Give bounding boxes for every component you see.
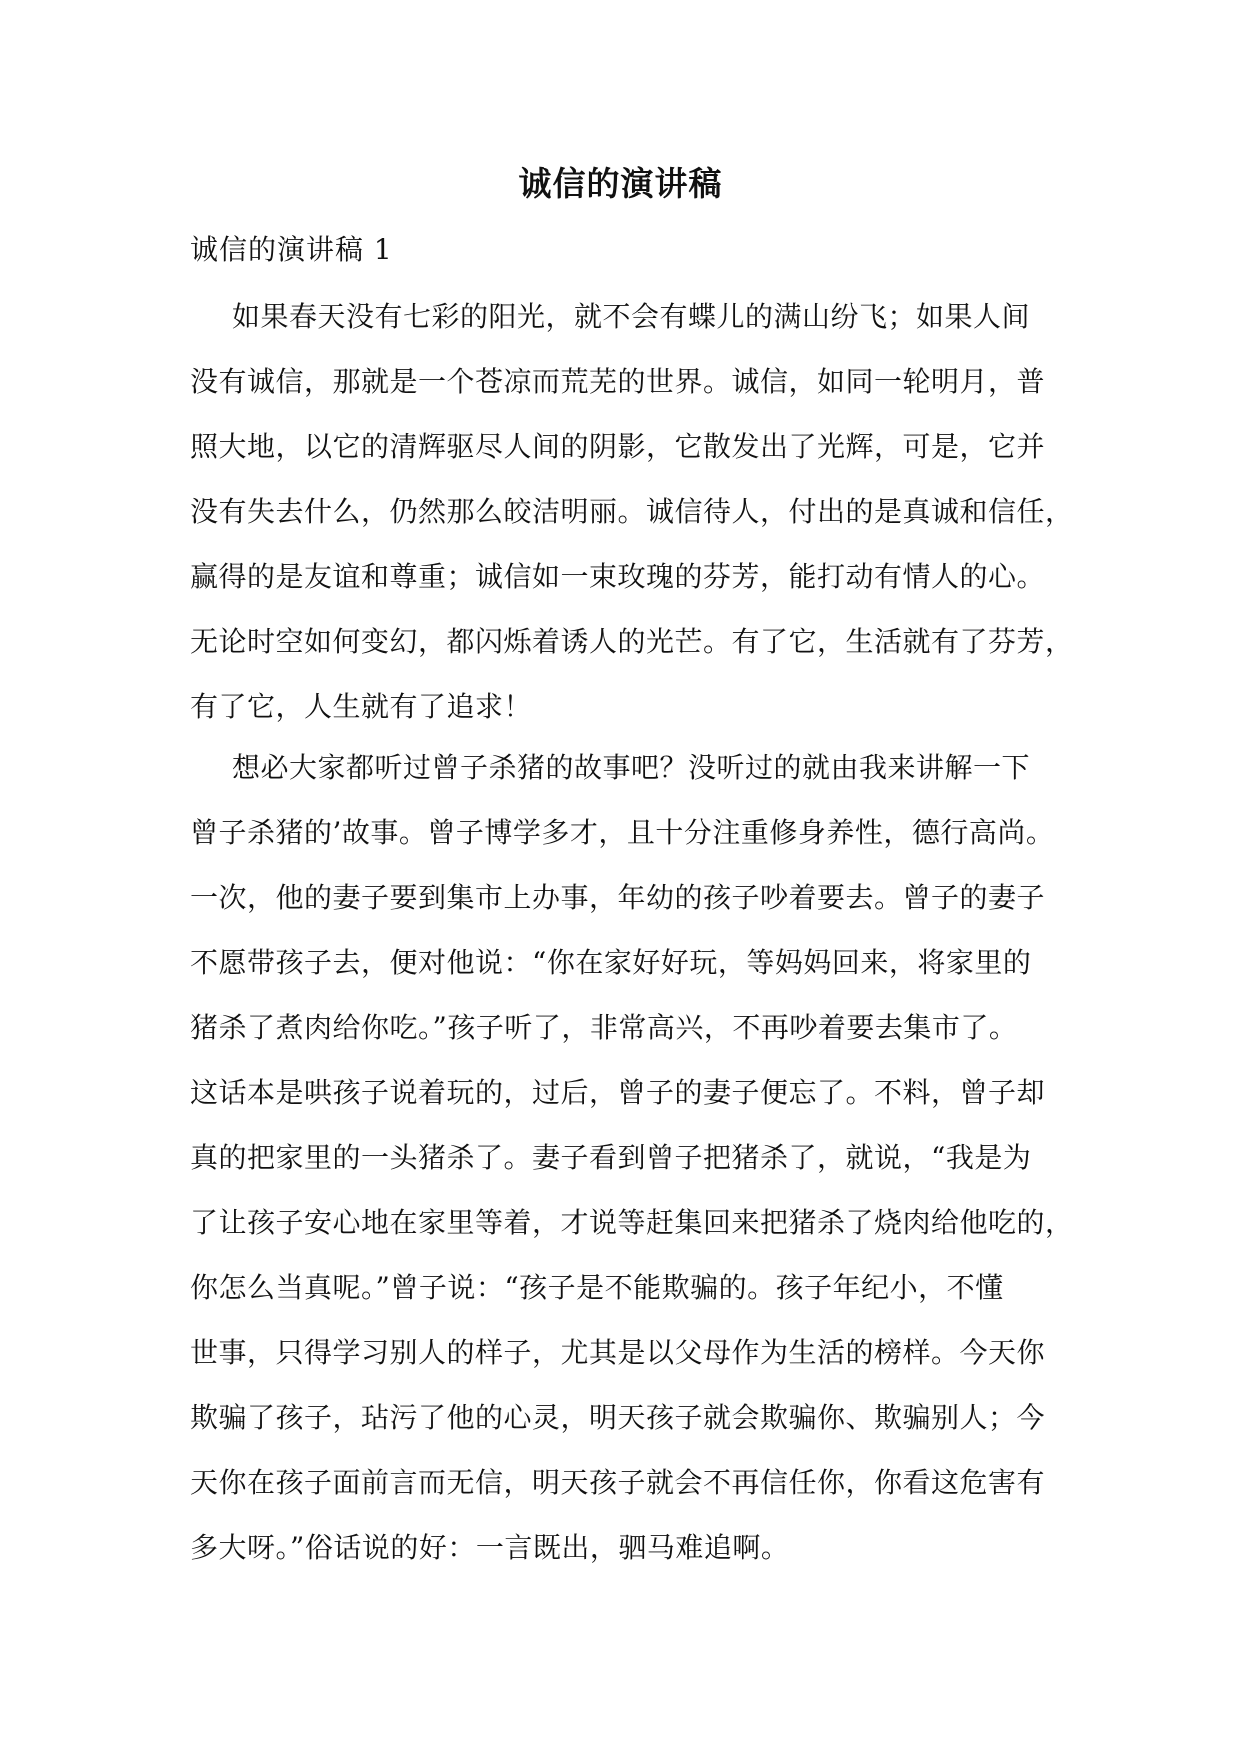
text-line: 不愿带孩子去，便对他说：“你在家好好玩，等妈妈回来，将家里的 (190, 946, 1032, 979)
text-line: 没有诚信，那就是一个苍凉而荒芜的世界。诚信，如同一轮明月，普 (190, 365, 1046, 398)
document-title: 诚信的演讲稿 (518, 164, 723, 203)
text-line: 如果春天没有七彩的阳光，就不会有蝶儿的满山纷飞；如果人间 (232, 300, 1031, 333)
paragraph-2 (190, 735, 1074, 1580)
text-line: 真的把家里的一头猪杀了。妻子看到曾子把猪杀了，就说，“我是为 (190, 1141, 1032, 1174)
text-line: 猪杀了煮肉给你吃。”孩子听了，非常高兴，不再吵着要去集市了。 (190, 1011, 1018, 1044)
text-line: 曾子杀猪的’故事。曾子博学多才，且十分注重修身养性，德行高尚。 (190, 816, 1055, 849)
text-line: 一次，他的妻子要到集市上办事，年幼的孩子吵着要去。曾子的妻子 (190, 881, 1046, 914)
text-line: 世事，只得学习别人的样子，尤其是以父母作为生活的榜样。今天你 (190, 1336, 1046, 1369)
text-line: 这话本是哄孩子说着玩的，过后，曾子的妻子便忘了。不料，曾子却 (190, 1076, 1046, 1109)
text-line: 赢得的是友谊和尊重；诚信如一束玫瑰的芬芳，能打动有情人的心。 (190, 560, 1046, 593)
text-line: 照大地，以它的清辉驱尽人间的阴影，它散发出了光辉，可是，它并 (190, 430, 1046, 463)
text-line: 无论时空如何变幻，都闪烁着诱人的光芒。有了它，生活就有了芬芳， (190, 625, 1074, 658)
section-heading: 诚信的演讲稿 1 (190, 233, 393, 266)
text-line: 了让孩子安心地在家里等着，才说等赶集回来把猪杀了烧肉给他吃的， (190, 1206, 1074, 1239)
text-line: 多大呀。”俗话说的好：一言既出，驷马难追啊。 (190, 1531, 790, 1564)
text-line: 欺骗了孩子，玷污了他的心灵，明天孩子就会欺骗你、欺骗别人；今 (190, 1401, 1046, 1434)
text-line: 想必大家都听过曾子杀猪的故事吧？没听过的就由我来讲解一下 (232, 751, 1031, 784)
text-line: 没有失去什么，仍然那么皎洁明丽。诚信待人，付出的是真诚和信任， (190, 495, 1074, 528)
text-line: 天你在孩子面前言而无信，明天孩子就会不再信任你，你看这危害有 (190, 1466, 1046, 1499)
paragraph-1 (190, 284, 1074, 739)
text-line: 有了它，人生就有了追求！ (190, 690, 533, 723)
text-line: 你怎么当真呢。”曾子说：“孩子是不能欺骗的。孩子年纪小，不懂 (190, 1271, 1004, 1304)
